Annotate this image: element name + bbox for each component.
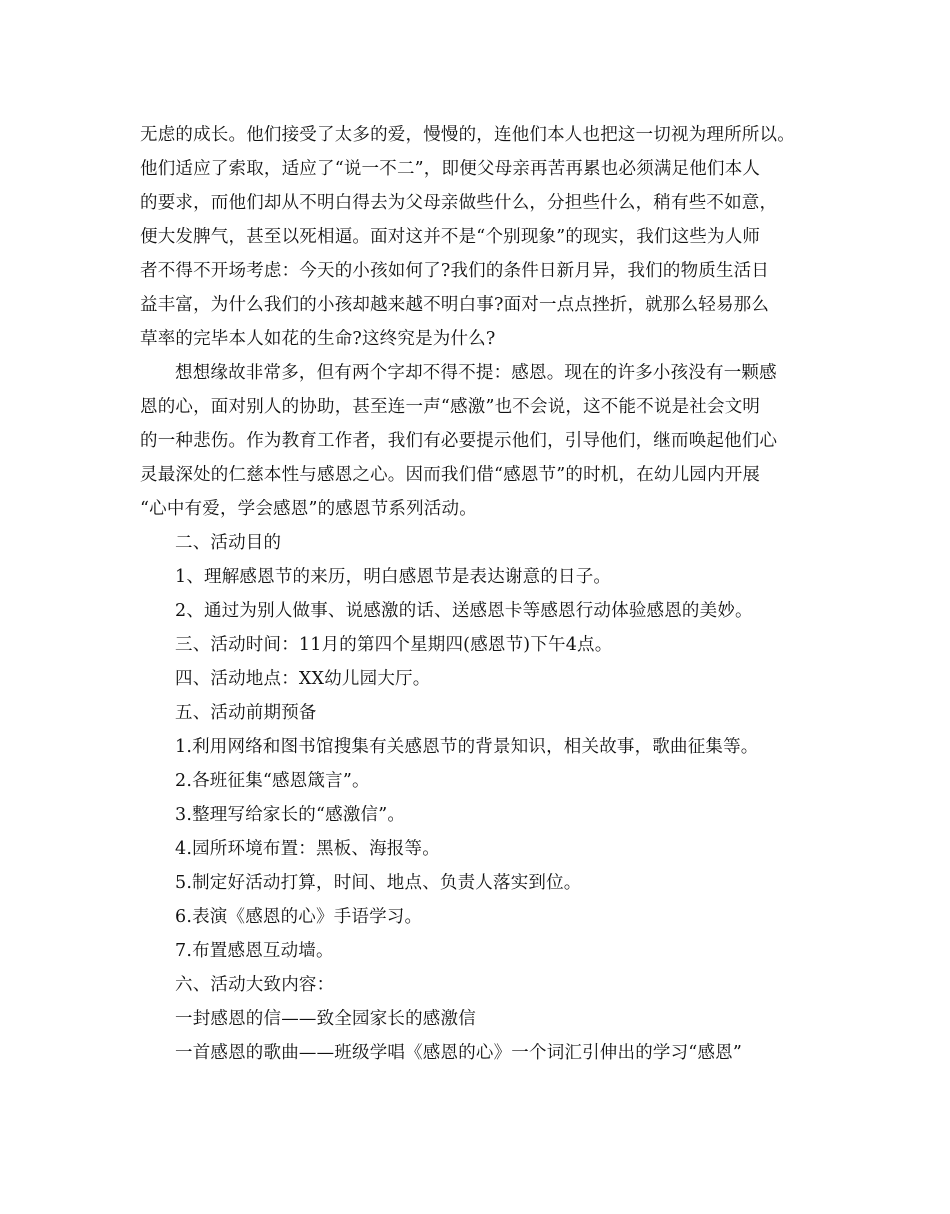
document-body: [140, 118, 830, 1070]
text-line: 2.各班征集“感恩箴言”。: [175, 771, 370, 791]
text-line: 四、活动地点：XX幼儿园大厅。: [175, 669, 431, 689]
text-line: 二、活动目的: [175, 533, 282, 553]
text-line: 1、理解感恩节的来历，明白感恩节是表达谢意的日子。: [175, 567, 612, 587]
text-line: 三、活动时间：11月的第四个星期四(感恩节)下午4点。: [175, 635, 613, 655]
text-line: 4.园所环境布置：黑板、海报等。: [175, 839, 440, 859]
text-line: 2、通过为别人做事、说感激的话、送感恩卡等感恩行动体验感恩的美妙。: [175, 601, 753, 621]
text-line: 想想缘故非常多，但有两个字却不得不提：感恩。现在的许多小孩没有一颗感: [175, 363, 777, 383]
text-line: 7.布置感恩互动墙。: [175, 941, 334, 961]
text-line: 六、活动大致内容：: [175, 975, 335, 995]
text-line: “心中有爱，学会感恩”的感恩节系列活动。: [140, 499, 477, 519]
text-line: 5.制定好活动打算，时间、地点、负责人落实到位。: [175, 873, 582, 893]
text-line: 灵最深处的仁慈本性与感恩之心。因而我们借“感恩节”的时机，在幼儿园内开展: [140, 465, 761, 485]
text-line: 恩的心，面对别人的协助，甚至连一声“感激”也不会说，这不能不说是社会文明: [140, 397, 761, 417]
text-line: 无虑的成长。他们接受了太多的爱，慢慢的，连他们本人也把这一切视为理所所以。: [140, 125, 795, 145]
text-line: 他们适应了索取，适应了“说一不二”，即便父母亲再苦再累也必须满足他们本人: [140, 159, 761, 179]
text-line: 便大发脾气，甚至以死相逼。面对这并不是“个别现象”的现实，我们这些为人师: [140, 227, 761, 247]
text-line: 者不得不开场考虑：今天的小孩如何了?我们的条件日新月异，我们的物质生活日: [140, 261, 770, 281]
text-line: 1.利用网络和图书馆搜集有关感恩节的背景知识，相关故事，歌曲征集等。: [175, 737, 759, 757]
text-line: 草率的完毕本人如花的生命?这终究是为什么?: [140, 329, 496, 349]
text-line: 的一种悲伤。作为教育工作者，我们有必要提示他们，引导他们，继而唤起他们心: [140, 431, 778, 451]
text-line: 益丰富，为什么我们的小孩却越来越不明白事?面对一点点挫折，就那么轻易那么: [140, 295, 770, 315]
text-line: 3.整理写给家长的“感激信”。: [175, 805, 406, 825]
text-line: 五、活动前期预备: [175, 703, 317, 723]
text-line: 一封感恩的信——致全园家长的感激信: [175, 1009, 476, 1029]
text-line: 的要求，而他们却从不明白得去为父母亲做些什么，分担些什么，稍有些不如意，: [140, 193, 778, 213]
text-line: 一首感恩的歌曲——班级学唱《感恩的心》一个词汇引伸出的学习“感恩”: [175, 1043, 742, 1063]
text-line: 6.表演《感恩的心》手语学习。: [175, 907, 423, 927]
